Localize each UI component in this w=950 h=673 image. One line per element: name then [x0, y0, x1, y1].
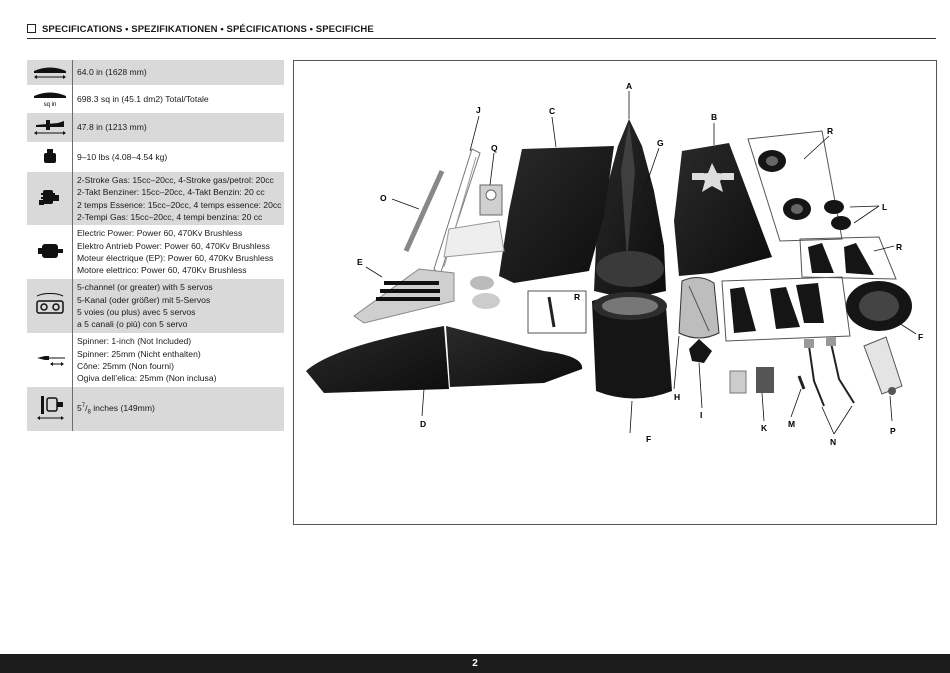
callout-e: E	[357, 257, 363, 267]
spec-row-electric	[27, 225, 284, 279]
electric-text: Electric Power: Power 60, 470Kv Brushless Elektro Antrieb Power: Power 60, 470Kv Brushless Moteur électrique (EP): Power 60, 470Kv Brushless Motore elettrico: Power 60, 470Kv Brushless	[73, 225, 285, 279]
stabilizer-part	[354, 269, 454, 323]
engine-clearance-icon	[27, 387, 73, 431]
length-value: 47.8 in (1213 mm)	[73, 113, 285, 142]
callout-n: N	[830, 437, 837, 447]
spec-row-wingspan	[27, 60, 284, 85]
cowl-ring-part	[846, 281, 912, 331]
spec-row-wing-area	[27, 85, 284, 113]
horizontal-tail-part	[306, 326, 582, 393]
spec-table	[27, 60, 284, 431]
airplane-parts-illustration	[294, 61, 936, 524]
callout-r-small: R	[574, 292, 581, 302]
wingspan-value: 64.0 in (1628 mm)	[73, 60, 285, 85]
weight-value: 9–10 lbs (4.08–4.54 kg)	[73, 142, 285, 172]
hardware-part	[730, 367, 804, 393]
radio-text: 5-channel (or greater) with 5 servos 5-Kanal (oder größer) mit 5-Servos 5 voies (ou plus) avec 5 servos a 5 canali (o più) con 5 servo	[73, 279, 285, 333]
spec-row-prop-clearance	[27, 387, 284, 431]
page-footer	[0, 654, 950, 673]
callout-k: K	[761, 423, 768, 433]
page-number: 2	[472, 658, 478, 669]
callout-r-right: R	[896, 242, 903, 252]
weight-icon	[27, 142, 73, 172]
wingspan-icon	[27, 60, 73, 85]
section-header	[27, 24, 936, 39]
callout-d: D	[420, 419, 427, 429]
callout-q: Q	[491, 143, 498, 153]
callout-b: B	[711, 112, 718, 122]
small-parts	[470, 276, 500, 309]
electric-motor-icon	[27, 225, 73, 279]
callout-c: C	[549, 106, 556, 116]
prop-clearance-text: $5^7/_8$ inches (149mm)	[73, 387, 285, 431]
callout-l: L	[882, 202, 888, 212]
spinner-icon	[27, 333, 73, 387]
canopy-part	[679, 277, 719, 338]
callout-r-top: R	[827, 126, 834, 136]
wheel-pants-box	[748, 131, 842, 241]
landing-gear-box	[722, 277, 850, 341]
callout-m: M	[788, 419, 796, 429]
gas-engine-icon	[27, 172, 73, 225]
checkbox-icon	[27, 24, 36, 33]
callout-p: P	[890, 426, 896, 436]
parts-figure	[293, 60, 937, 525]
callout-o: O	[380, 193, 387, 203]
gear-doors-box	[800, 237, 896, 279]
spinner-text: Spinner: 1-inch (Not Included) Spinner: 25mm (Nicht enthalten) Cône: 25mm (Non fourni) Ogiva dell’elica: 25mm (Non inclusa)	[73, 333, 285, 387]
spec-row-weight	[27, 142, 284, 172]
callout-i: I	[700, 410, 703, 420]
callout-f-right: F	[918, 332, 924, 342]
wing-area-value: 698.3 sq in (45.1 dm2) Total/Totale	[73, 85, 285, 113]
gas-engine-text: 2-Stroke Gas: 15cc–20cc, 4-Stroke gas/petrol: 20cc 2-Takt Benziner: 15cc–20cc, 4-Takt Benzin: 20 cc 2 temps Essence: 15cc–20cc, 4 temps essence: 20cc 2-Tempi Gas: 15cc–20cc, 4 tempi benzina: 20 cc	[73, 172, 285, 225]
motor-box-part	[444, 185, 504, 257]
dome-part	[689, 339, 712, 363]
svg-text:sq in: sq in	[43, 102, 56, 108]
wing-area-icon	[27, 85, 73, 113]
callout-f: F	[646, 434, 652, 444]
cowl-part	[592, 292, 672, 399]
section-title: SPECIFICATIONS • SPEZIFIKATIONEN • SPÉCIFICATIONS • SPECIFICHE	[42, 24, 374, 35]
spec-row-radio	[27, 279, 284, 333]
landing-gear-wires-part	[804, 337, 854, 406]
callout-h: H	[674, 392, 681, 402]
fuel-tank-part	[864, 337, 902, 395]
callout-g: G	[657, 138, 664, 148]
spec-row-spinner	[27, 333, 284, 387]
spec-row-gas-engine	[27, 172, 284, 225]
callout-a: A	[626, 81, 633, 91]
length-icon	[27, 113, 73, 142]
radio-transmitter-icon	[27, 279, 73, 333]
spec-row-length	[27, 113, 284, 142]
callout-j: J	[476, 105, 481, 115]
wing-tube-part	[406, 171, 442, 251]
right-wing-part	[674, 143, 772, 276]
